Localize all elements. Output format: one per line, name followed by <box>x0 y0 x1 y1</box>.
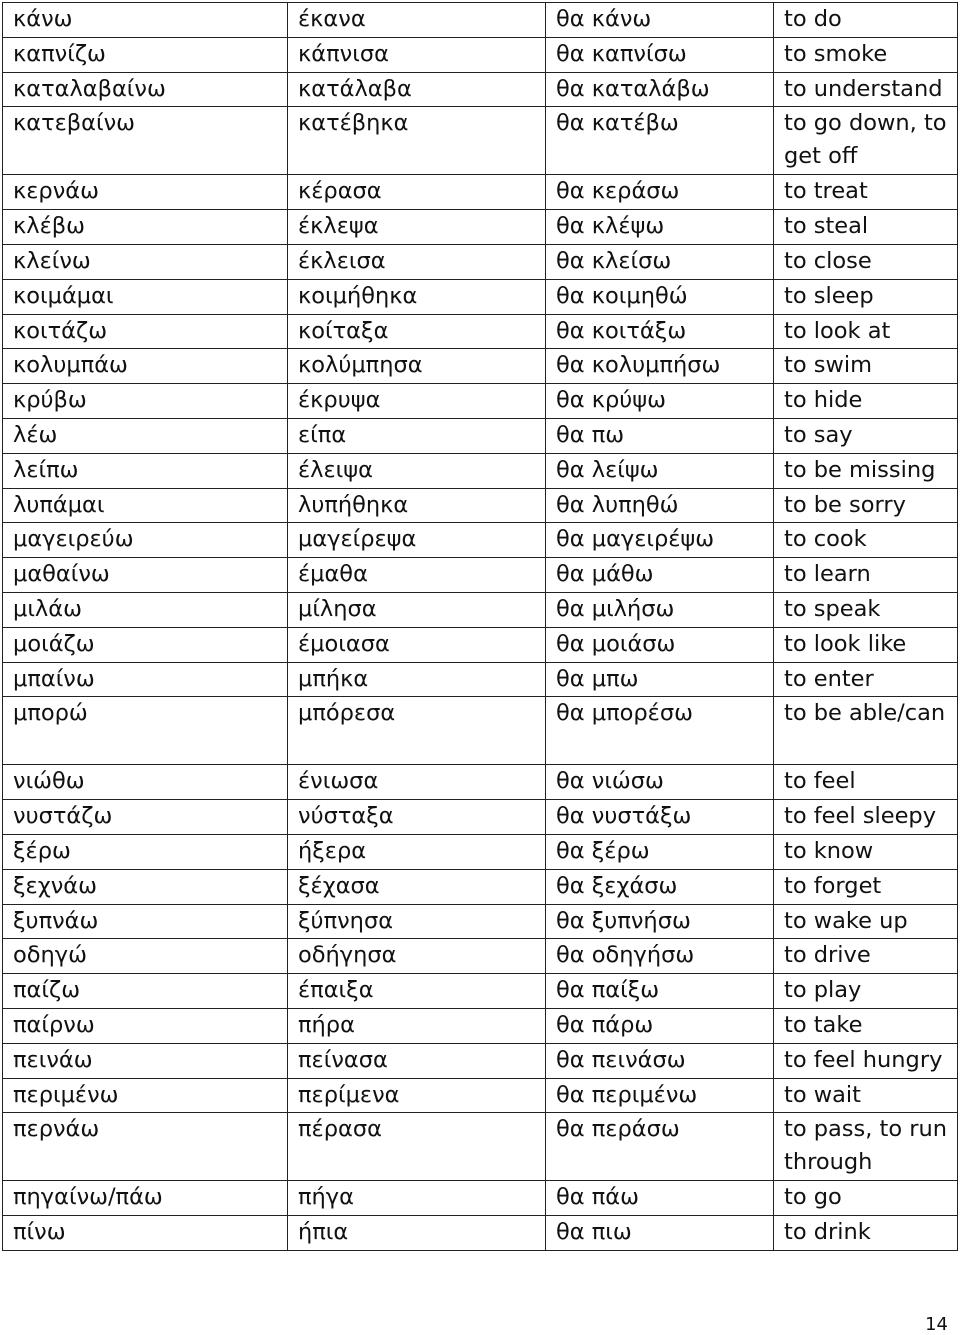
table-row <box>3 349 958 384</box>
past-cell: πείνασα <box>288 1043 546 1078</box>
past-cell: λυπήθηκα <box>288 488 546 523</box>
future-cell: θα πω <box>546 418 774 453</box>
translation-cell: to hide <box>774 384 958 419</box>
future-cell: θα ξεχάσω <box>546 869 774 904</box>
translation-cell: to look at <box>774 314 958 349</box>
present-cell: οδηγώ <box>3 939 288 974</box>
table-row <box>3 627 958 662</box>
translation-cell: to do <box>774 3 958 38</box>
future-cell: θα μιλήσω <box>546 592 774 627</box>
table-row <box>3 904 958 939</box>
table-row <box>3 939 958 974</box>
translation-cell: to treat <box>774 175 958 210</box>
present-cell: κοιτάζω <box>3 314 288 349</box>
translation-cell: to learn <box>774 558 958 593</box>
past-cell: ήξερα <box>288 834 546 869</box>
translation-cell: to pass, to run through <box>774 1113 958 1181</box>
present-cell: πηγαίνω/πάω <box>3 1181 288 1216</box>
past-cell: έλειψα <box>288 453 546 488</box>
page-number: 14 <box>925 1314 948 1335</box>
translation-cell: to say <box>774 418 958 453</box>
present-cell: μιλάω <box>3 592 288 627</box>
table-row <box>3 558 958 593</box>
future-cell: θα πεινάσω <box>546 1043 774 1078</box>
present-cell: λέω <box>3 418 288 453</box>
past-cell: έκλεψα <box>288 210 546 245</box>
translation-cell: to feel <box>774 765 958 800</box>
verb-table <box>2 2 958 1251</box>
past-cell: έκρυψα <box>288 384 546 419</box>
present-cell: καταλαβαίνω <box>3 72 288 107</box>
table-row <box>3 523 958 558</box>
future-cell: θα μαγειρέψω <box>546 523 774 558</box>
present-cell: ξυπνάω <box>3 904 288 939</box>
past-cell: μπήκα <box>288 662 546 697</box>
future-cell: θα κλέψω <box>546 210 774 245</box>
present-cell: πεινάω <box>3 1043 288 1078</box>
past-cell: μαγείρεψα <box>288 523 546 558</box>
translation-cell: to know <box>774 834 958 869</box>
future-cell: θα οδηγήσω <box>546 939 774 974</box>
translation-cell: to feel hungry <box>774 1043 958 1078</box>
translation-cell: to speak <box>774 592 958 627</box>
future-cell: θα ξέρω <box>546 834 774 869</box>
table-row <box>3 107 958 175</box>
table-row <box>3 37 958 72</box>
future-cell: θα περιμένω <box>546 1078 774 1113</box>
future-cell: θα κάνω <box>546 3 774 38</box>
present-cell: κερνάω <box>3 175 288 210</box>
past-cell: έμοιασα <box>288 627 546 662</box>
table-row <box>3 175 958 210</box>
translation-cell: to go down, to get off <box>774 107 958 175</box>
table-row <box>3 279 958 314</box>
present-cell: λείπω <box>3 453 288 488</box>
present-cell: περιμένω <box>3 1078 288 1113</box>
table-row <box>3 1078 958 1113</box>
past-cell: ένιωσα <box>288 765 546 800</box>
present-cell: κάνω <box>3 3 288 38</box>
translation-cell: to look like <box>774 627 958 662</box>
translation-cell: to take <box>774 1008 958 1043</box>
present-cell: παίζω <box>3 974 288 1009</box>
table-row <box>3 244 958 279</box>
translation-cell: to wait <box>774 1078 958 1113</box>
past-cell: κατάλαβα <box>288 72 546 107</box>
present-cell: μαθαίνω <box>3 558 288 593</box>
translation-cell: to swim <box>774 349 958 384</box>
past-cell: ξέχασα <box>288 869 546 904</box>
future-cell: θα κρύψω <box>546 384 774 419</box>
past-cell: κάπνισα <box>288 37 546 72</box>
future-cell: θα ξυπνήσω <box>546 904 774 939</box>
past-cell: κατέβηκα <box>288 107 546 175</box>
future-cell: θα καταλάβω <box>546 72 774 107</box>
future-cell: θα κλείσω <box>546 244 774 279</box>
past-cell: πέρασα <box>288 1113 546 1181</box>
table-row <box>3 1113 958 1181</box>
table-row <box>3 453 958 488</box>
table-row <box>3 662 958 697</box>
present-cell: κρύβω <box>3 384 288 419</box>
present-cell: κατεβαίνω <box>3 107 288 175</box>
past-cell: είπα <box>288 418 546 453</box>
future-cell: θα νιώσω <box>546 765 774 800</box>
verb-table-body <box>3 3 958 1251</box>
translation-cell: to be sorry <box>774 488 958 523</box>
present-cell: κλείνω <box>3 244 288 279</box>
past-cell: κοίταξα <box>288 314 546 349</box>
future-cell: θα κολυμπήσω <box>546 349 774 384</box>
past-cell: έκλεισα <box>288 244 546 279</box>
past-cell: πήρα <box>288 1008 546 1043</box>
future-cell: θα πιω <box>546 1216 774 1251</box>
future-cell: θα μάθω <box>546 558 774 593</box>
table-row <box>3 1043 958 1078</box>
future-cell: θα μοιάσω <box>546 627 774 662</box>
table-row <box>3 488 958 523</box>
translation-cell: to feel sleepy <box>774 800 958 835</box>
future-cell: θα κοιτάξω <box>546 314 774 349</box>
past-cell: έπαιξα <box>288 974 546 1009</box>
past-cell: κέρασα <box>288 175 546 210</box>
table-row <box>3 1216 958 1251</box>
past-cell: μπόρεσα <box>288 697 546 765</box>
table-row <box>3 800 958 835</box>
translation-cell: to go <box>774 1181 958 1216</box>
present-cell: καπνίζω <box>3 37 288 72</box>
present-cell: μοιάζω <box>3 627 288 662</box>
past-cell: έμαθα <box>288 558 546 593</box>
table-row <box>3 384 958 419</box>
translation-cell: to steal <box>774 210 958 245</box>
past-cell: μίλησα <box>288 592 546 627</box>
table-row <box>3 592 958 627</box>
present-cell: μπαίνω <box>3 662 288 697</box>
table-row <box>3 869 958 904</box>
present-cell: νιώθω <box>3 765 288 800</box>
table-row <box>3 765 958 800</box>
present-cell: κοιμάμαι <box>3 279 288 314</box>
future-cell: θα κοιμηθώ <box>546 279 774 314</box>
future-cell: θα λείψω <box>546 453 774 488</box>
translation-cell: to be missing <box>774 453 958 488</box>
table-row <box>3 974 958 1009</box>
table-row <box>3 418 958 453</box>
present-cell: περνάω <box>3 1113 288 1181</box>
table-row <box>3 314 958 349</box>
translation-cell: to smoke <box>774 37 958 72</box>
past-cell: ξύπνησα <box>288 904 546 939</box>
table-row <box>3 1181 958 1216</box>
past-cell: περίμενα <box>288 1078 546 1113</box>
translation-cell: to understand <box>774 72 958 107</box>
present-cell: ξέρω <box>3 834 288 869</box>
translation-cell: to drink <box>774 1216 958 1251</box>
future-cell: θα πάω <box>546 1181 774 1216</box>
future-cell: θα κατέβω <box>546 107 774 175</box>
present-cell: ξεχνάω <box>3 869 288 904</box>
translation-cell: to forget <box>774 869 958 904</box>
past-cell: οδήγησα <box>288 939 546 974</box>
present-cell: μαγειρεύω <box>3 523 288 558</box>
future-cell: θα πάρω <box>546 1008 774 1043</box>
table-row <box>3 3 958 38</box>
present-cell: κολυμπάω <box>3 349 288 384</box>
past-cell: έκανα <box>288 3 546 38</box>
table-row <box>3 834 958 869</box>
future-cell: θα κεράσω <box>546 175 774 210</box>
table-row <box>3 1008 958 1043</box>
translation-cell: to sleep <box>774 279 958 314</box>
present-cell: μπορώ <box>3 697 288 765</box>
present-cell: παίρνω <box>3 1008 288 1043</box>
past-cell: πήγα <box>288 1181 546 1216</box>
present-cell: πίνω <box>3 1216 288 1251</box>
future-cell: θα νυστάξω <box>546 800 774 835</box>
future-cell: θα παίξω <box>546 974 774 1009</box>
future-cell: θα καπνίσω <box>546 37 774 72</box>
translation-cell: to drive <box>774 939 958 974</box>
future-cell: θα λυπηθώ <box>546 488 774 523</box>
table-row <box>3 210 958 245</box>
future-cell: θα μπορέσω <box>546 697 774 765</box>
past-cell: ήπια <box>288 1216 546 1251</box>
table-row <box>3 697 958 765</box>
past-cell: νύσταξα <box>288 800 546 835</box>
table-row <box>3 72 958 107</box>
present-cell: κλέβω <box>3 210 288 245</box>
future-cell: θα μπω <box>546 662 774 697</box>
translation-cell: to close <box>774 244 958 279</box>
translation-cell: to cook <box>774 523 958 558</box>
past-cell: κολύμπησα <box>288 349 546 384</box>
past-cell: κοιμήθηκα <box>288 279 546 314</box>
present-cell: νυστάζω <box>3 800 288 835</box>
future-cell: θα περάσω <box>546 1113 774 1181</box>
present-cell: λυπάμαι <box>3 488 288 523</box>
translation-cell: to wake up <box>774 904 958 939</box>
translation-cell: to enter <box>774 662 958 697</box>
translation-cell: to play <box>774 974 958 1009</box>
translation-cell: to be able/can <box>774 697 958 765</box>
